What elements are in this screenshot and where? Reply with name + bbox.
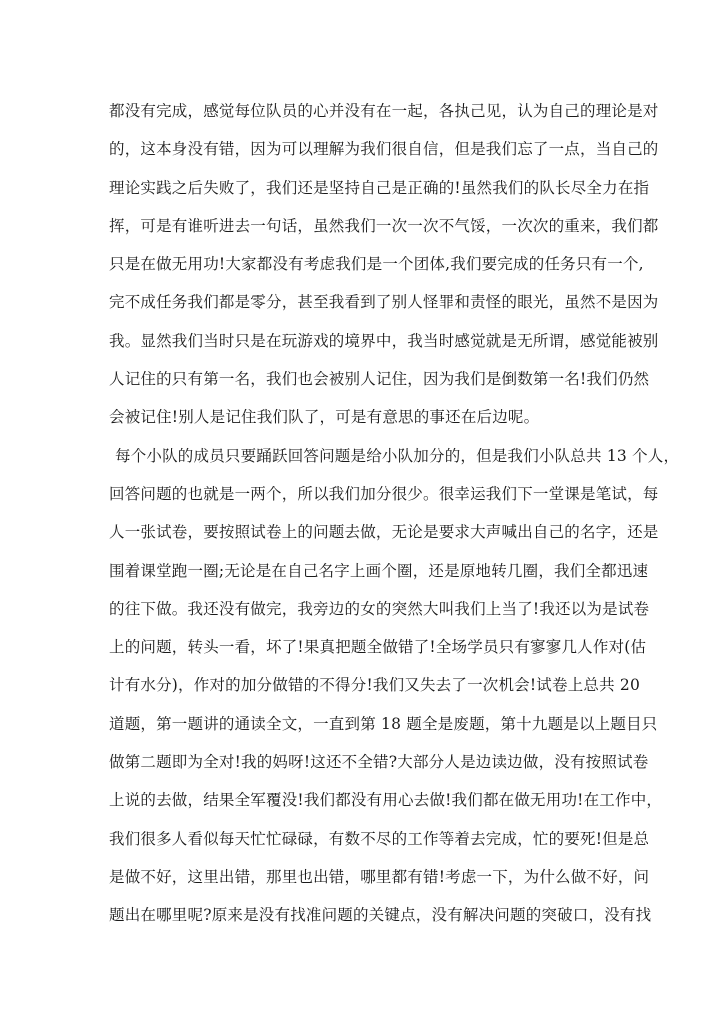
text-line: 围着课堂跑一圈;无论是在自己名字上画个圈，还是原地转几圈，我们全都迅速 bbox=[109, 561, 649, 580]
text-line: 题出在哪里呢?原来是没有找准问题的关键点，没有解决问题的突破口，没有找 bbox=[109, 906, 652, 925]
text-line: 是做不好，这里出错，那里也出错，哪里都有错!考虑一下，为什么做不好，问 bbox=[109, 867, 650, 886]
text-line: 都没有完成，感觉每位队员的心并没有在一起，各执己见，认为自己的理论是对 bbox=[109, 102, 659, 120]
text-line: 人一张试卷，要按照试卷上的问题去做，无论是要求大声喊出自己的名字，还是 bbox=[109, 523, 659, 542]
text-line: 理论实践之后失败了，我们还是坚持自己是正确的!虽然我们的队长尽全力在指 bbox=[109, 178, 650, 197]
text-line: 只是在做无用功!大家都没有考虑我们是一个团体,我们要完成的任务只有一个, bbox=[109, 255, 644, 274]
text-line: 挥，可是有谁听进去一句话，虽然我们一次一次不气馁，一次次的重来，我们都 bbox=[109, 216, 659, 235]
text-line: 做第二题即为全对!我的妈呀!这还不全错?大部分人是边读边做，没有按照试卷 bbox=[109, 753, 649, 772]
text-line: 会被记住!别人是记住我们队了，可是有意思的事还在后边呢。 bbox=[109, 408, 540, 427]
paragraph-start-line: 每个小队的成员只要踊跃回答问题是给小队加分的，但是我们小队总共 13 个人， bbox=[115, 446, 680, 465]
text-line: 道题，第一题讲的通读全文，一直到第 18 题全是废题，第十九题是以上题目只 bbox=[109, 714, 658, 733]
text-line: 的，这本身没有错，因为可以理解为我们很自信，但是我们忘了一点，当自己的 bbox=[109, 140, 659, 159]
body-text bbox=[109, 92, 680, 935]
text-line: 我们很多人看似每天忙忙碌碌，有数不尽的工作等着去完成，忙的要死!但是总 bbox=[109, 829, 650, 848]
text-line: 我。显然我们当时只是在玩游戏的境界中，我当时感觉就是无所谓，感觉能被别 bbox=[109, 331, 659, 350]
text-line: 计有水分)，作对的加分做错的不得分!我们又失去了一次机会!试卷上总共 20 bbox=[109, 676, 641, 695]
text-line: 的往下做。我还没有做完，我旁边的女的突然大叫我们上当了!我还以为是试卷 bbox=[109, 599, 650, 618]
text-line: 人记住的只有第一名，我们也会被别人记住，因为我们是倒数第一名!我们仍然 bbox=[109, 370, 650, 389]
text-line: 回答问题的也就是一两个，所以我们加分很少。很幸运我们下一堂课是笔试，每 bbox=[109, 484, 659, 503]
text-line: 完不成任务我们都是零分，甚至我看到了别人怪罪和责怪的眼光，虽然不是因为 bbox=[109, 293, 659, 312]
text-line: 上说的去做，结果全军覆没!我们都没有用心去做!我们都在做无用功!在工作中， bbox=[109, 791, 663, 810]
text-line: 上的问题，转头一看，坏了!果真把题全做错了!全场学员只有寥寥几人作对(估 bbox=[109, 638, 647, 657]
